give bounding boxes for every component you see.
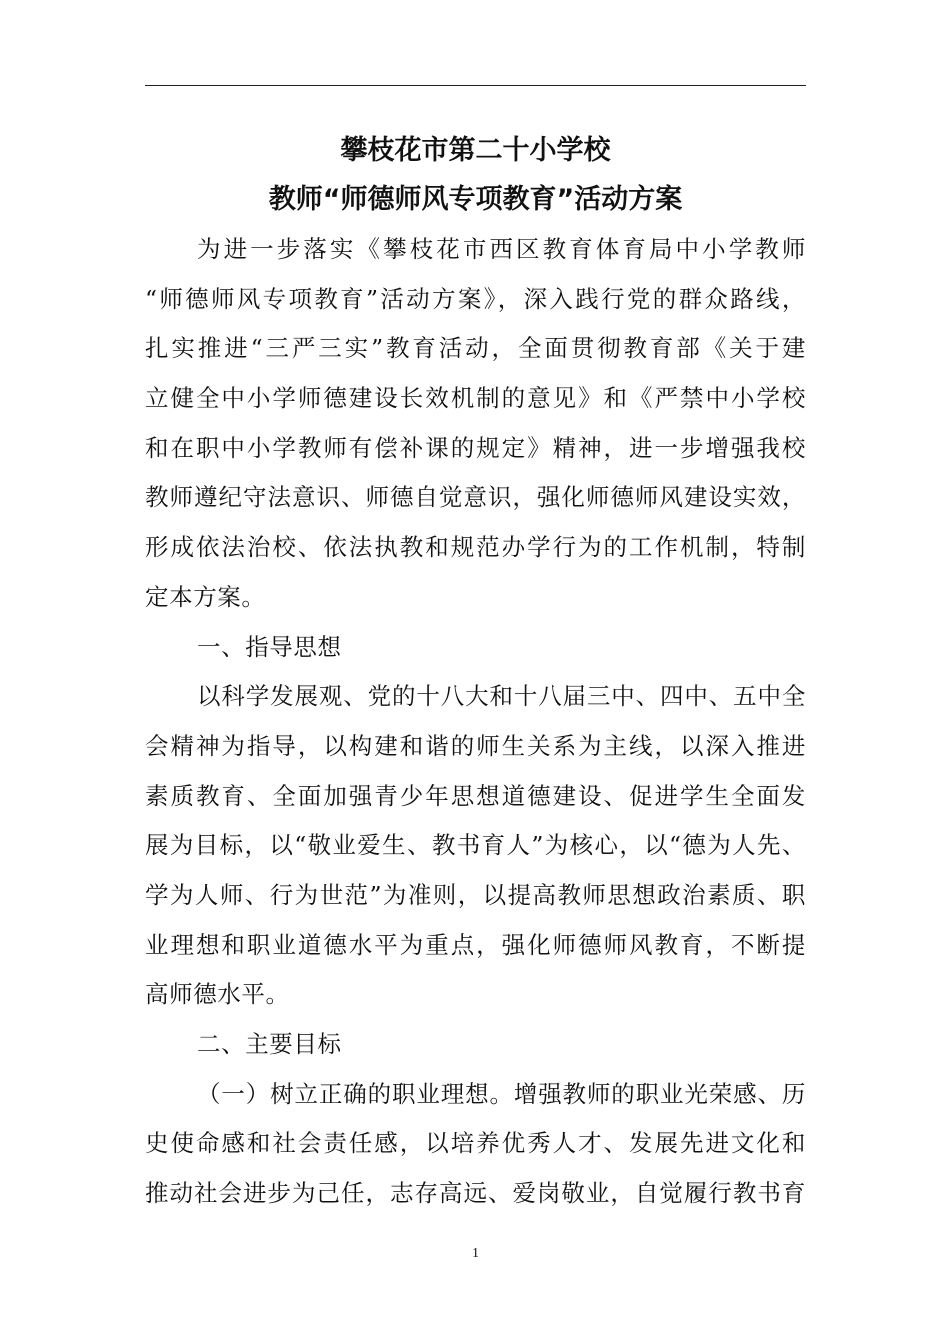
paragraph-line: 教师遵纪守法意识、师德自觉意识，强化师德师风建设实效， bbox=[145, 483, 806, 512]
paragraph-line: 为进一步落实《攀枝花市西区教育体育局中小学教师 bbox=[197, 235, 806, 263]
paragraph-line: 立健全中小学师德建设长效机制的意见》和《严禁中小学校 bbox=[145, 384, 806, 413]
paragraph-line: 学为人师、行为世范”为准则，以提高教师思想政治素质、职 bbox=[145, 880, 806, 909]
section-heading: 二、主要目标 bbox=[197, 1030, 342, 1058]
paragraph-line: 业理想和职业道德水平为重点，强化师德师风教育，不断提 bbox=[145, 930, 806, 959]
paragraph-line: “师德师风专项教育”活动方案》，深入践行党的群众路线， bbox=[145, 284, 806, 313]
paragraph-line: 推动社会进步为己任，志存高远、爱岗敬业，自觉履行教书育 bbox=[145, 1179, 806, 1208]
document-title: 攀枝花市第二十小学校 bbox=[340, 135, 611, 166]
paragraph-line: 展为目标，以“敬业爱生、教书育人”为核心，以“德为人先、 bbox=[145, 831, 806, 860]
paragraph-line: 和在职中小学教师有偿补课的规定》精神，进一步增强我校 bbox=[145, 433, 806, 462]
paragraph-line: 扎实推进“三严三实”教育活动，全面贯彻教育部《关于建 bbox=[145, 334, 806, 363]
document-subtitle: 教师“师德师风专项教育”活动方案 bbox=[268, 184, 683, 215]
document-body bbox=[145, 225, 806, 1219]
paragraph-line: 史使命感和社会责任感，以培养优秀人才、发展先进文化和 bbox=[145, 1129, 806, 1158]
paragraph-line: （一）树立正确的职业理想。增强教师的职业光荣感、历 bbox=[197, 1079, 806, 1108]
paragraph-line: 定本方案。 bbox=[145, 582, 266, 611]
section-heading: 一、指导思想 bbox=[197, 632, 342, 661]
paragraph-line: 素质教育、全面加强青少年思想道德建设、促进学生全面发 bbox=[145, 781, 806, 810]
paragraph-line: 形成依法治校、依法执教和规范办学行为的工作机制，特制 bbox=[145, 533, 806, 562]
page-number: 1 bbox=[472, 1246, 479, 1261]
paragraph-line: 会精神为指导，以构建和谐的师生关系为主线，以深入推进 bbox=[145, 731, 806, 760]
paragraph-line: 高师德水平。 bbox=[145, 980, 290, 1009]
header-rule bbox=[145, 85, 806, 86]
paragraph-line: 以科学发展观、党的十八大和十八届三中、四中、五中全 bbox=[197, 682, 806, 711]
